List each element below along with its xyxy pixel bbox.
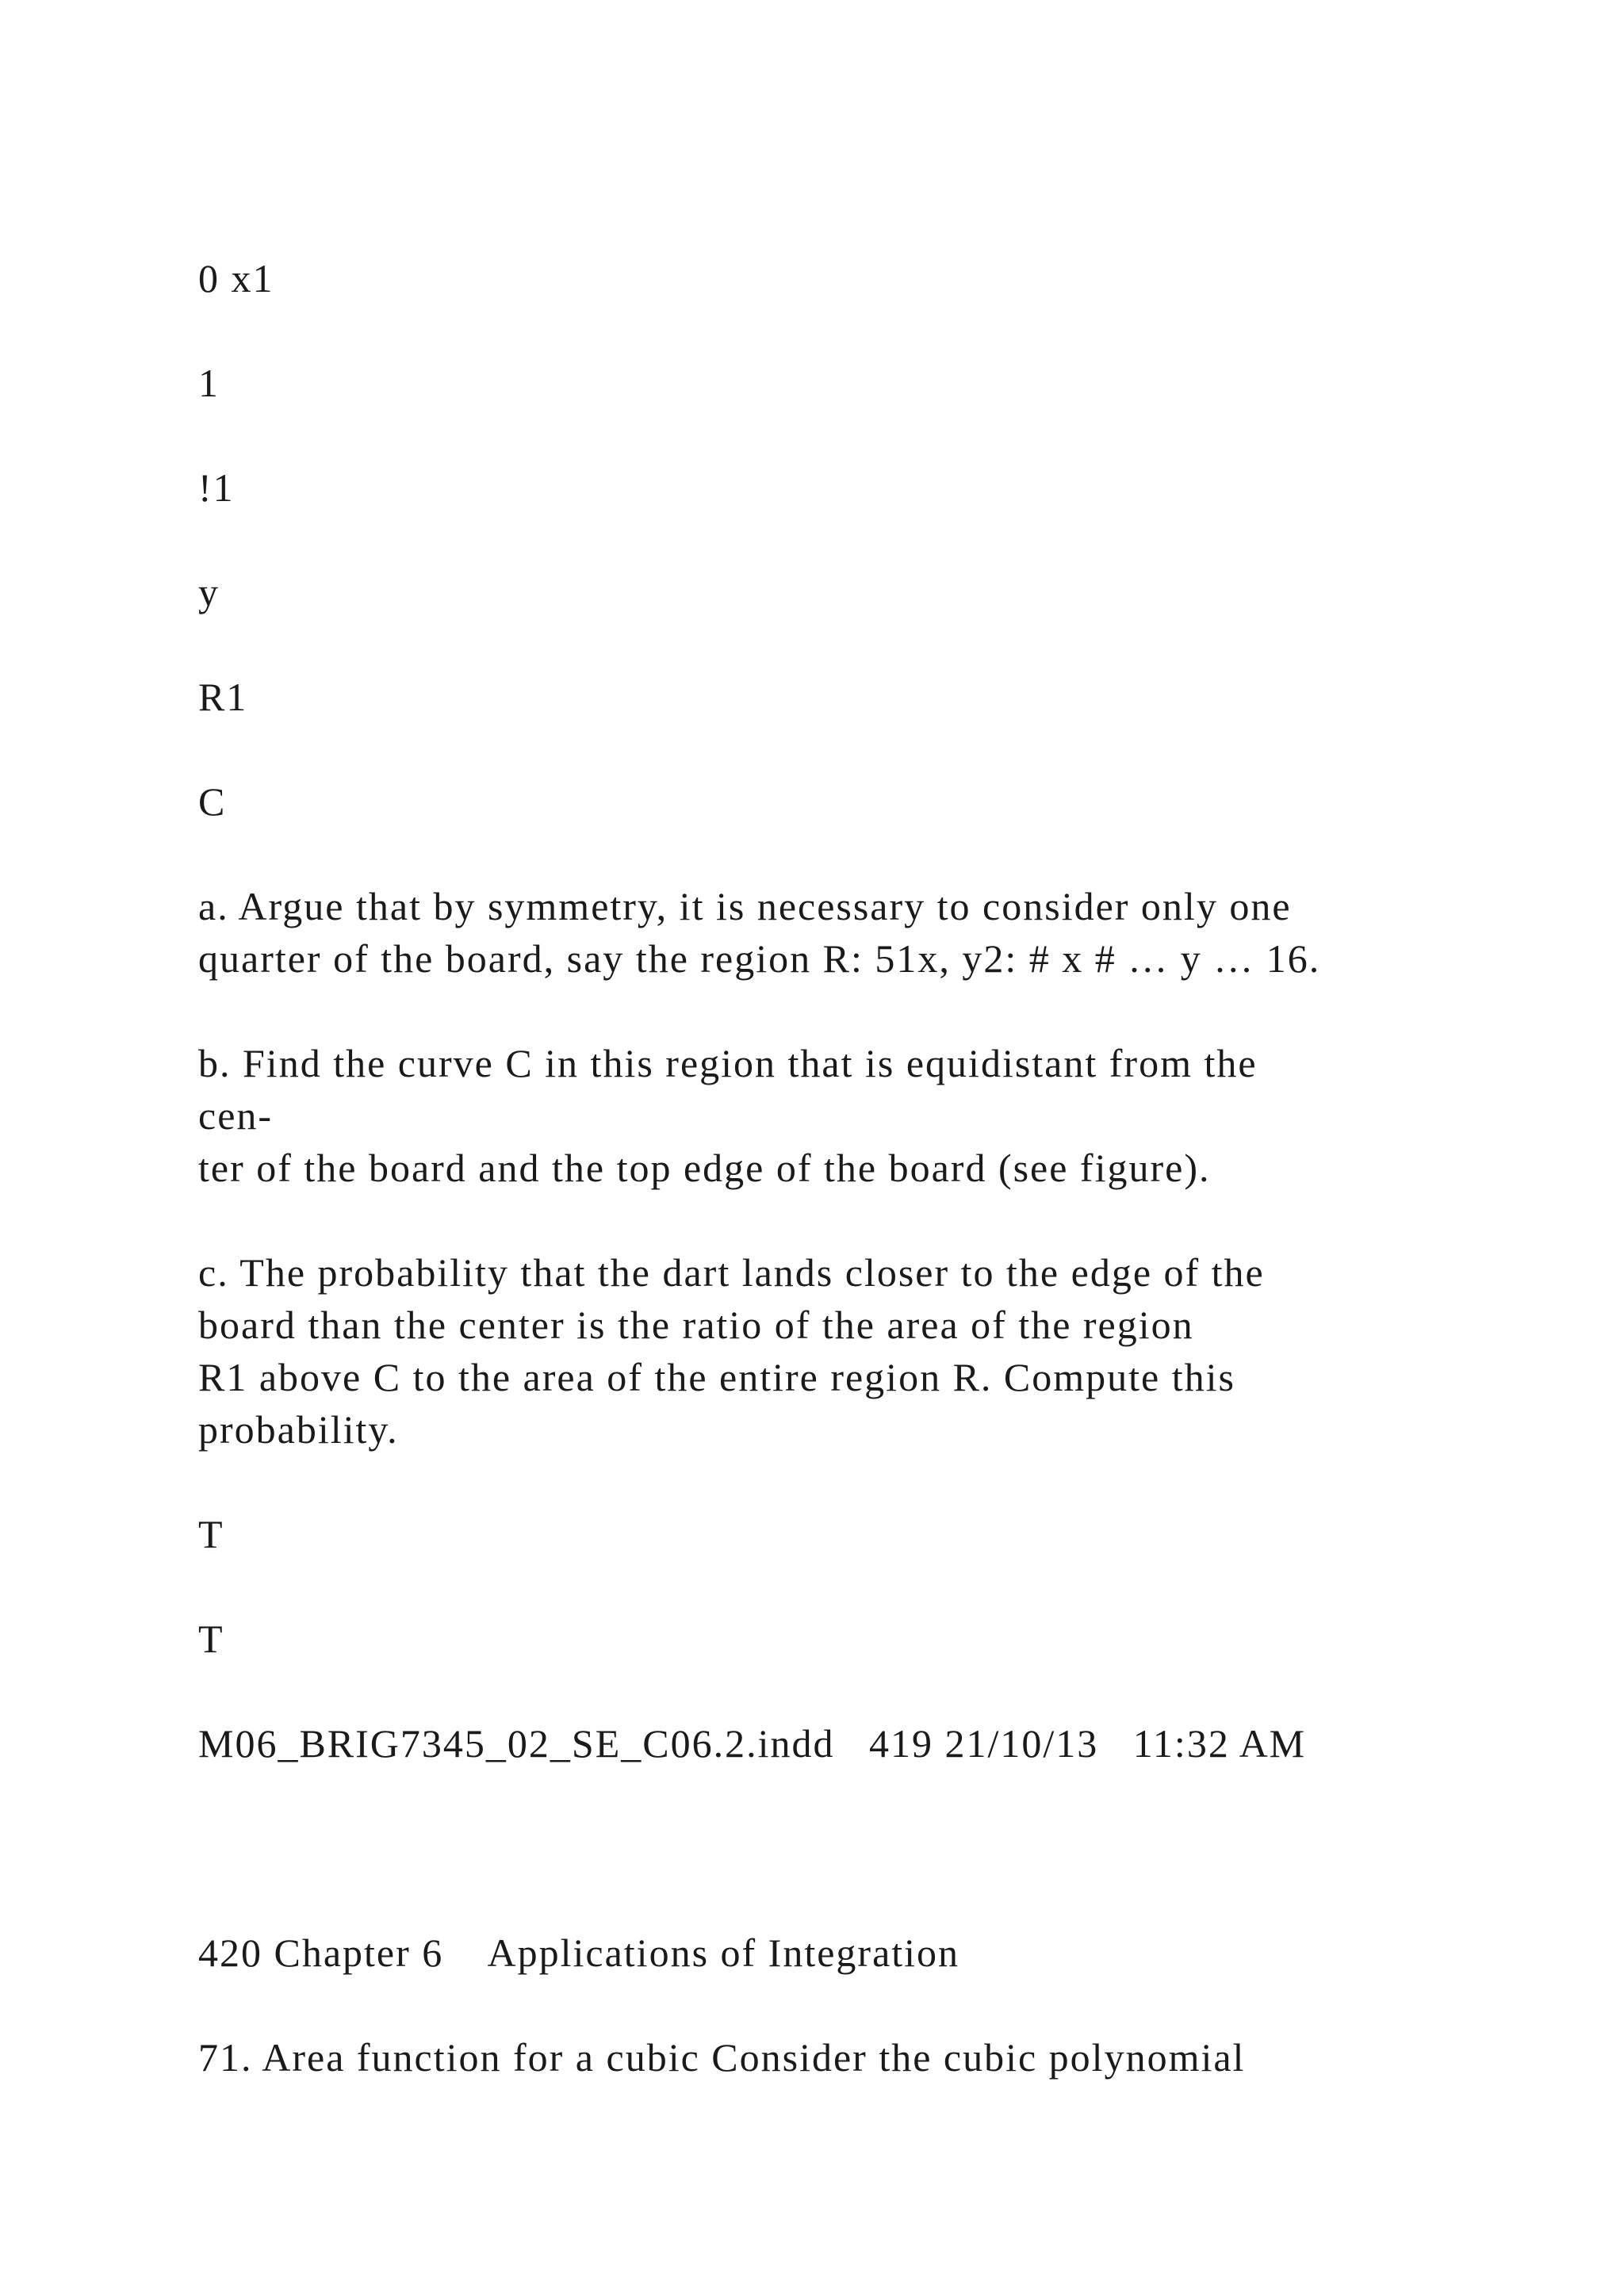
figure-label-c: C bbox=[198, 779, 227, 824]
next-page-problem: 71. Area function for a cubic Consider the cubic polynomial bbox=[198, 2035, 1246, 2080]
part-b-line-3: ter of the board and the top edge of the board (see figure). bbox=[198, 1146, 1211, 1190]
part-c-line-1: c. The probability that the dart lands closer to the edge of the bbox=[198, 1250, 1265, 1295]
part-a-line-1: a. Argue that by symmetry, it is necessary to consider only one bbox=[198, 884, 1292, 928]
next-page-header: 420 Chapter 6 Applications of Integration bbox=[198, 1931, 960, 1975]
figure-label-neg-one: !1 bbox=[198, 465, 235, 510]
figure-label-y: y bbox=[198, 570, 220, 614]
part-b-line-2: cen- bbox=[198, 1093, 274, 1138]
stray-t-2: T bbox=[198, 1617, 224, 1661]
part-b-line-1: b. Find the curve C in this region that is equidistant from the bbox=[198, 1041, 1258, 1085]
footer-file-info: M06_BRIG7345_02_SE_C06.2.indd 419 21/10/13 11:32 AM bbox=[198, 1721, 1307, 1766]
part-c-line-4: probability. bbox=[198, 1407, 399, 1452]
part-c-line-2: board than the center is the ratio of the area of the region bbox=[198, 1303, 1194, 1347]
figure-label-one: 1 bbox=[198, 361, 220, 405]
part-c-line-3: R1 above C to the area of the entire region R. Compute this bbox=[198, 1355, 1235, 1399]
figure-label-origin-x: 0 x1 bbox=[198, 256, 274, 300]
part-a-line-2: quarter of the board, say the region R: 51x, y2: # x # … y … 16. bbox=[198, 936, 1321, 981]
figure-label-r1: R1 bbox=[198, 675, 248, 719]
stray-t-1: T bbox=[198, 1512, 224, 1556]
